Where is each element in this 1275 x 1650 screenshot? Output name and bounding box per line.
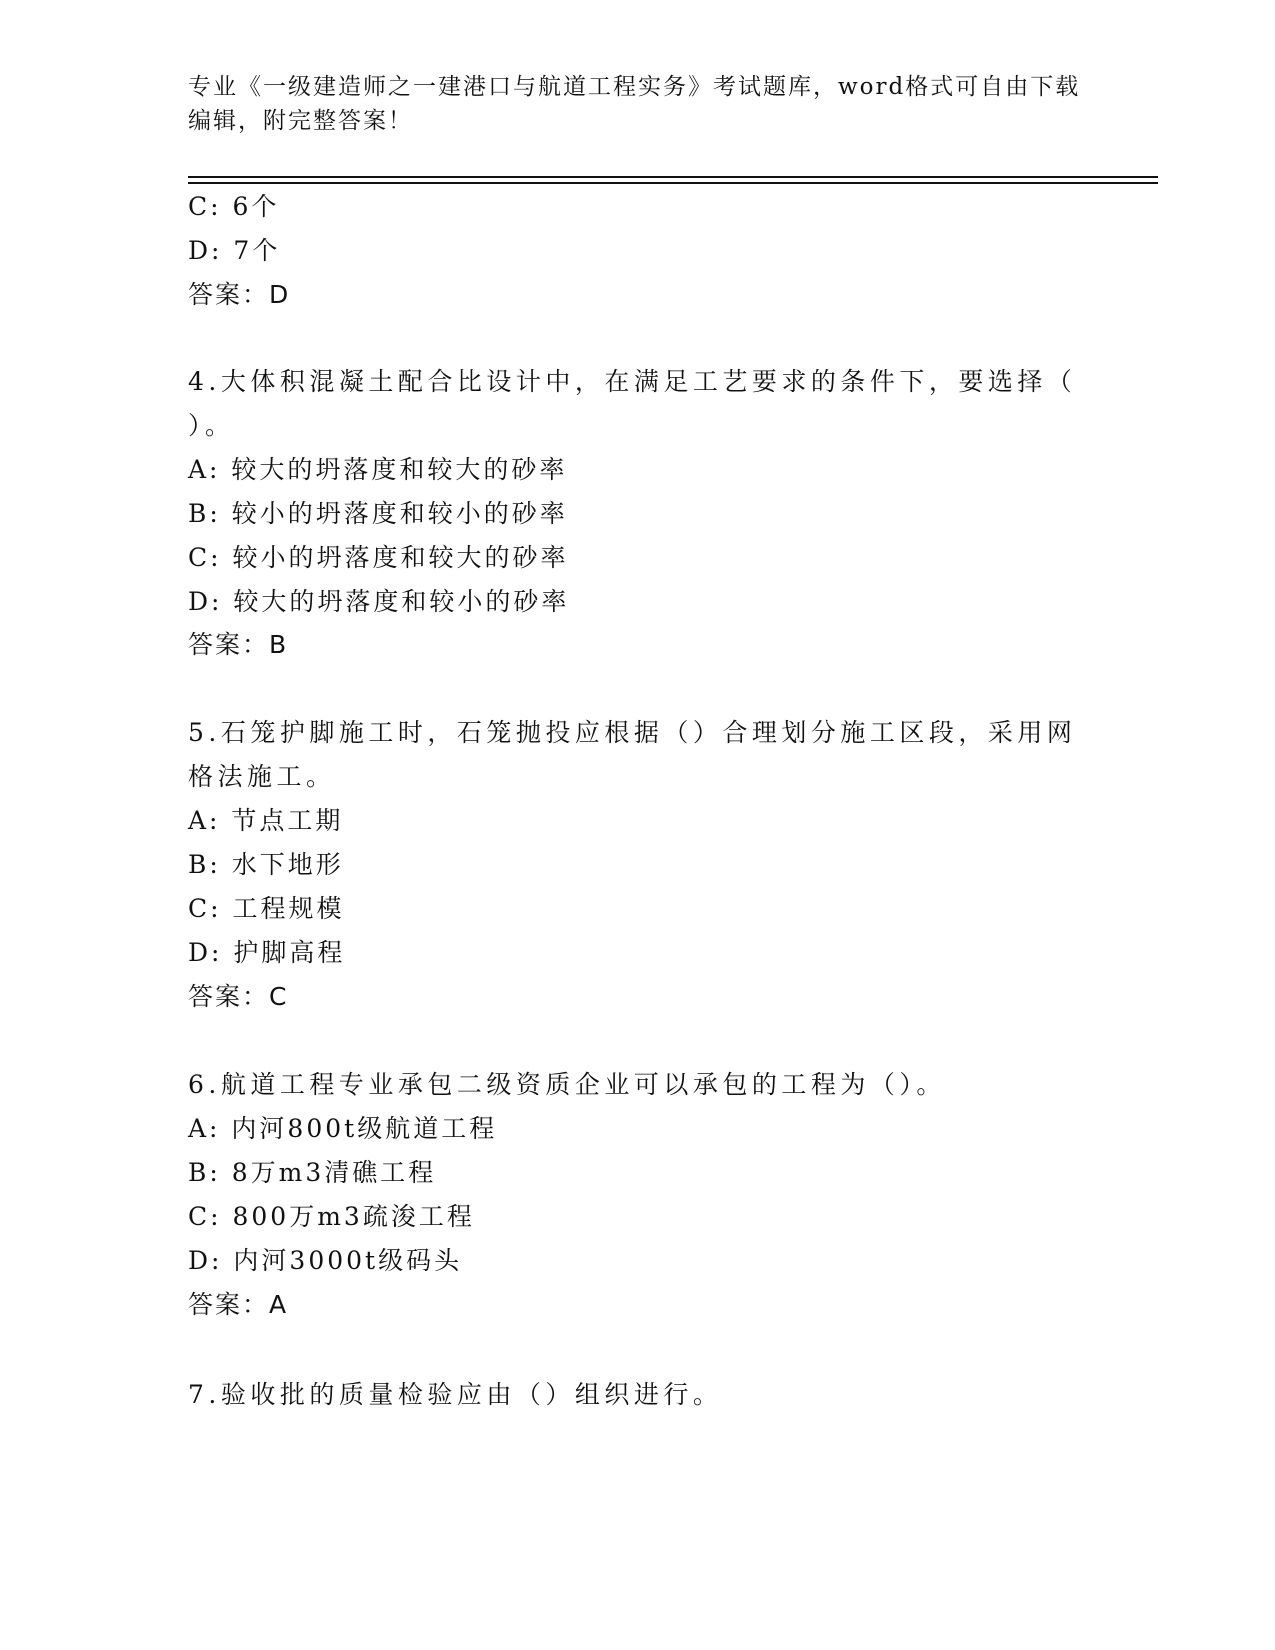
q4-option-d: D: 较大的坍落度和较小的砂率	[188, 587, 570, 616]
document-header	[188, 70, 1088, 138]
q3-option-c: C: 6个	[188, 192, 280, 221]
header-divider-bottom	[188, 182, 1158, 184]
q3-option-d: D: 7个	[188, 236, 281, 265]
q5-option-d: D: 护脚高程	[188, 938, 346, 967]
q4-question-line1: 4.大体积混凝土配合比设计中，在满足工艺要求的条件下，要选择（	[188, 367, 1077, 396]
q5-answer: 答案：C	[188, 982, 289, 1011]
q5-question-line2: 格法施工。	[188, 762, 336, 791]
q4-question-line2: ）。	[188, 411, 235, 440]
q6-option-d: D: 内河3000t级码头	[188, 1246, 463, 1275]
header-title-line1: 专业《一级建造师之一建港口与航道工程实务》考试题库，word格式可自由下载	[188, 74, 1081, 100]
q5-question-line1: 5.石笼护脚施工时，石笼抛投应根据（）合理划分施工区段，采用网	[188, 718, 1077, 747]
q4-option-c: C: 较小的坍落度和较大的砂率	[188, 543, 569, 572]
q6-answer: 答案：A	[188, 1290, 289, 1319]
q6-question-line1: 6.航道工程专业承包二级资质企业可以承包的工程为（）。	[188, 1070, 946, 1099]
q6-option-a: A: 内河800t级航道工程	[188, 1114, 498, 1143]
header-title-line2: 编辑，附完整答案！	[188, 108, 413, 134]
q5-option-b: B: 水下地形	[188, 850, 344, 879]
q6-option-c: C: 800万m3疏浚工程	[188, 1202, 475, 1231]
q3-answer: 答案：D	[188, 280, 291, 309]
q7-question-line1: 7.验收批的质量检验应由（）组织进行。	[188, 1380, 723, 1409]
q6-option-b: B: 8万m3清礁工程	[188, 1158, 437, 1187]
q4-option-a: A: 较大的坍落度和较大的砂率	[188, 455, 568, 484]
q4-option-b: B: 较小的坍落度和较小的砂率	[188, 499, 568, 528]
q5-option-a: A: 节点工期	[188, 806, 344, 835]
q5-option-c: C: 工程规模	[188, 894, 345, 923]
q4-answer: 答案：B	[188, 630, 289, 659]
header-divider-top	[188, 176, 1158, 178]
